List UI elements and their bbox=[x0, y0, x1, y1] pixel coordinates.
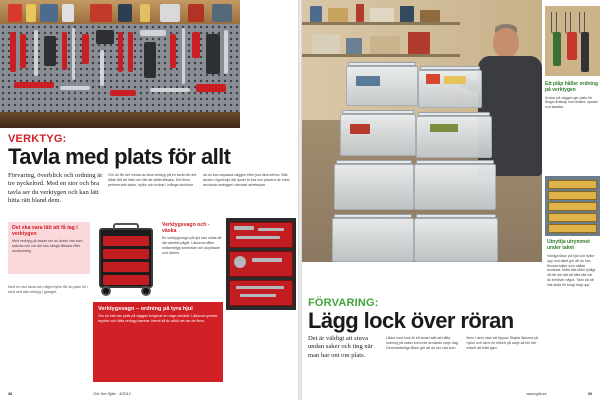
storage-box bbox=[416, 116, 492, 158]
shelf-jar bbox=[40, 4, 58, 22]
wall-shelf bbox=[300, 54, 460, 57]
page-gutter bbox=[298, 0, 302, 400]
storage-boxes-photo bbox=[300, 0, 542, 262]
pegboard-photo bbox=[0, 0, 240, 128]
wall-shelf bbox=[300, 22, 460, 25]
shelf-jar bbox=[188, 4, 204, 22]
shelf-jar bbox=[118, 4, 132, 22]
ingress: Det är väldigt att stuva undan saker och ting när man har ont om plats. bbox=[308, 335, 373, 359]
storage-box bbox=[414, 218, 498, 262]
storage-box bbox=[414, 164, 496, 210]
hooks-caption-body: Krokar på väggen ger plats för långa redskap som krattor, spadar och sladdar. bbox=[545, 95, 598, 110]
shelf-jar bbox=[90, 4, 112, 22]
fact-box-body: Med verktyg på tavlan ser du direkt vad som saknas och var det ska hänga tillbaka efter användning. bbox=[12, 239, 83, 253]
fact-box bbox=[8, 222, 90, 274]
ingress: Förvaring, överblick och ordning är tre nyckelord. Med en stor och bra tavla ser du verktygen och kan lätt hitta rätt bland dem. bbox=[8, 172, 103, 205]
person-head bbox=[493, 28, 519, 58]
page-number: 38 bbox=[8, 392, 13, 396]
shelf-jar bbox=[212, 4, 232, 22]
hooks-caption bbox=[545, 82, 600, 132]
hooks-caption-title: Ett plåp håller ordning på verktygen bbox=[545, 81, 599, 93]
body-text: Lådor med lock är ett smart sätt att hålla ordning på saker som inte används varje dag. Genomskinliga lådor gör att du ser vad som finns i dem utan att öppna. Stapla lådorna på hyllor och skriv en etikett på varje så blir det enkelt att hitta igen. bbox=[386, 336, 539, 351]
shelf-jar bbox=[62, 4, 74, 22]
red-caption-body: Om du inte har plats på väggen fungerar en vagn utmärkt. Lådorna rymmer mycket och lätta verktyg hamnar överst så du alltid vet var de finns. bbox=[98, 314, 218, 324]
folio bbox=[8, 392, 131, 396]
trolley-text-title: Verktygsvagn och -väska bbox=[162, 222, 210, 234]
sidebar-title: Utnyttja utrymmet under taket bbox=[547, 239, 590, 251]
storage-box bbox=[332, 218, 414, 262]
trolley-drawer bbox=[103, 249, 149, 259]
drawer-tools-photo bbox=[226, 218, 296, 310]
website: www.gds.se bbox=[526, 392, 547, 396]
trolley-drawer bbox=[103, 236, 149, 246]
right-page bbox=[300, 0, 600, 400]
trolley-wheel bbox=[141, 286, 151, 296]
page-title: Tavla med plats för allt bbox=[8, 144, 231, 169]
page-number: 39 bbox=[587, 392, 592, 396]
section-tag: VERKTYG: bbox=[8, 133, 67, 145]
wood-shelf bbox=[0, 0, 240, 24]
tool-trolley-photo bbox=[93, 220, 159, 300]
storage-box bbox=[340, 114, 416, 156]
trolley-text-body: En verktygsvagn på hjul kan rullas dit där arbetet pågår. Lådorna håller småverktyg sorterade och skyddade mot damm. bbox=[162, 236, 222, 255]
workbench bbox=[0, 112, 240, 128]
trolley-drawer bbox=[103, 275, 149, 285]
trolley-drawer bbox=[103, 262, 149, 272]
red-caption-box bbox=[93, 302, 223, 382]
sidebar-body: Vanliga lådor på hjul och hyllor upp mot taket gör att du kan förvara saker som sällan används. Märk alla lådor tydligt så blir det lätt att hitta rätt när du behöver något. Tänk på att inte lasta för tungt högt upp. bbox=[547, 254, 596, 287]
photo-caption: Med en stor tavla och några hyllor får du plats för i stort sett alla verktyg i garaget. bbox=[8, 285, 88, 294]
red-caption-title: Verktygsvagn – ordning på tyra hjul bbox=[98, 306, 193, 312]
drawer-cabinet-photo bbox=[545, 176, 600, 236]
storage-box bbox=[334, 164, 414, 210]
trolley-wheel bbox=[101, 286, 111, 296]
magazine-issue: Gör Det Själv · 4/2012 bbox=[93, 392, 131, 396]
shelf-jar bbox=[160, 4, 180, 22]
body-text: Om du får det mesta av dina verktyg på en tavla blir det både lätt att hitta och lätt att ställa tillbaka. Det finns perforerade tavlor, hyllor och krokar i många storlekar så du kan anpassa väggen efter just dina behov. Sätt tavlan i ögonhöjd där ljuset är bra och placera de mest använda verktygen närmast arbetsytan. bbox=[108, 173, 290, 188]
section-tag: FÖRVARING: bbox=[308, 297, 379, 309]
folio bbox=[526, 392, 592, 396]
storage-box bbox=[346, 66, 418, 106]
trolley-text bbox=[162, 222, 222, 256]
fact-box-title: Det ska vara lätt att få tag i verktygen bbox=[12, 225, 78, 237]
wall-hooks-photo bbox=[545, 6, 600, 76]
shelf-jar bbox=[26, 4, 36, 22]
shelf-jar bbox=[140, 4, 150, 22]
shelf-jar bbox=[8, 4, 22, 22]
trolley-handle bbox=[113, 223, 139, 229]
open-drawer bbox=[229, 280, 293, 306]
page-title: Lägg lock över röran bbox=[308, 308, 514, 333]
